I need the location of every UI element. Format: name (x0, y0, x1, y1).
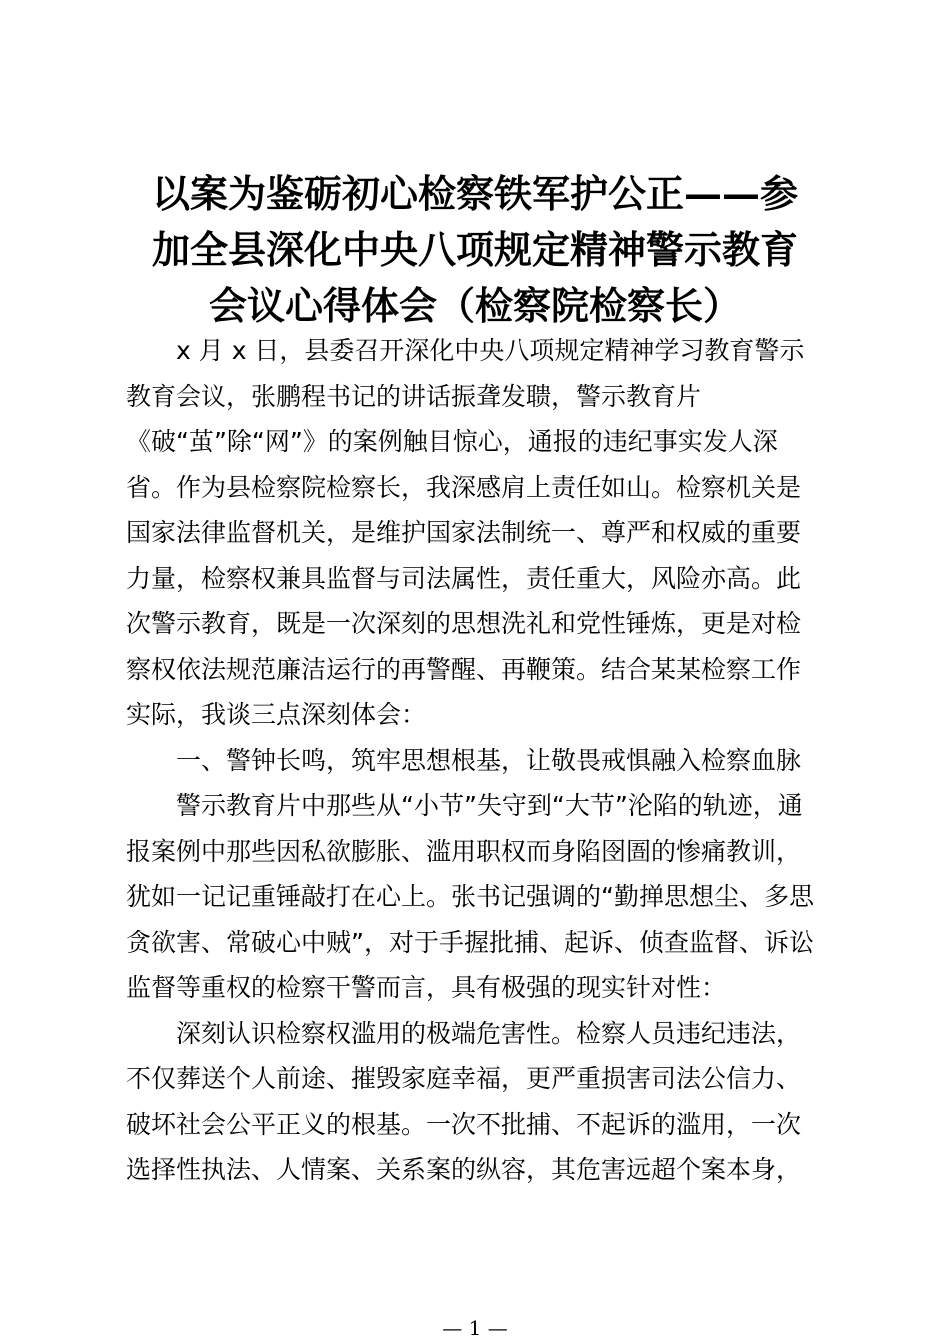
paragraph-line: 监督等重权的检察干警而言，具有极强的现实针对性： (126, 973, 727, 1002)
title-line: 以案为鉴砺初心检察铁军护公正——参 (151, 171, 798, 216)
paragraph-line: 力量，检察权兼具监督与司法属性，责任重大，风险亦高。此 (126, 563, 802, 593)
paragraph-line: 国家法律监督机关，是维护国家法制统一、尊严和权威的重要 (126, 518, 802, 547)
title-line: 加全县深化中央八项规定精神警示教育 (151, 227, 798, 272)
section-heading: 一、警钟长鸣，筑牢思想根基，让敬畏戒惧融入检察血脉 (176, 745, 802, 775)
paragraph-line: 实际，我谈三点深刻体会： (126, 700, 427, 729)
paragraph-line: 察权依法规范廉洁运行的再警醒、再鞭策。结合某某检察工作 (126, 654, 802, 684)
paragraph-line: 省。作为县检察院检察长，我深感肩上责任如山。检察机关是 (126, 472, 802, 502)
page-number: — 1 — (442, 1316, 508, 1340)
paragraph-line: 选择性执法、人情案、关系案的纵容，其危害远超个案本身， (126, 1155, 802, 1184)
paragraph-line: 次警示教育，既是一次深刻的思想洗礼和党性锤炼，更是对检 (126, 609, 802, 638)
paragraph-line: x 月 x 日，县委召开深化中央八项规定精神学习教育警示 (176, 336, 805, 365)
title-line: 会议心得体会（检察院检察长） (208, 283, 741, 328)
paragraph-line: 警示教育片中那些从“小节”失守到“大节”沦陷的轨迹，通 (176, 791, 803, 820)
document-body (126, 328, 836, 1193)
paragraph-line: 不仅葬送个人前途、摧毁家庭幸福，更严重损害司法公信力、 (126, 1064, 802, 1093)
document-title (110, 166, 840, 334)
paragraph-line: 《破“茧”除“网”》的案例触目惊心，通报的违纪事实发人深 (126, 427, 778, 456)
paragraph-line: 犹如一记记重锤敲打在心上。张书记强调的“勤掸思想尘、多思 (126, 882, 814, 911)
paragraph-line: 教育会议，张鹏程书记的讲话振聋发聩，警示教育片 (126, 381, 702, 411)
paragraph-line: 贪欲害、常破心中贼”，对于手握批捕、起诉、侦查监督、诉讼 (126, 927, 814, 957)
paragraph-line: 破坏社会公平正义的根基。一次不批捕、不起诉的滥用，一次 (126, 1109, 802, 1139)
paragraph-line: 深刻认识检察权滥用的极端危害性。检察人员违纪违法， (176, 1018, 802, 1048)
paragraph-line: 报案例中那些因私欲膨胀、滥用职权而身陷囹圄的惨痛教训， (126, 836, 802, 866)
